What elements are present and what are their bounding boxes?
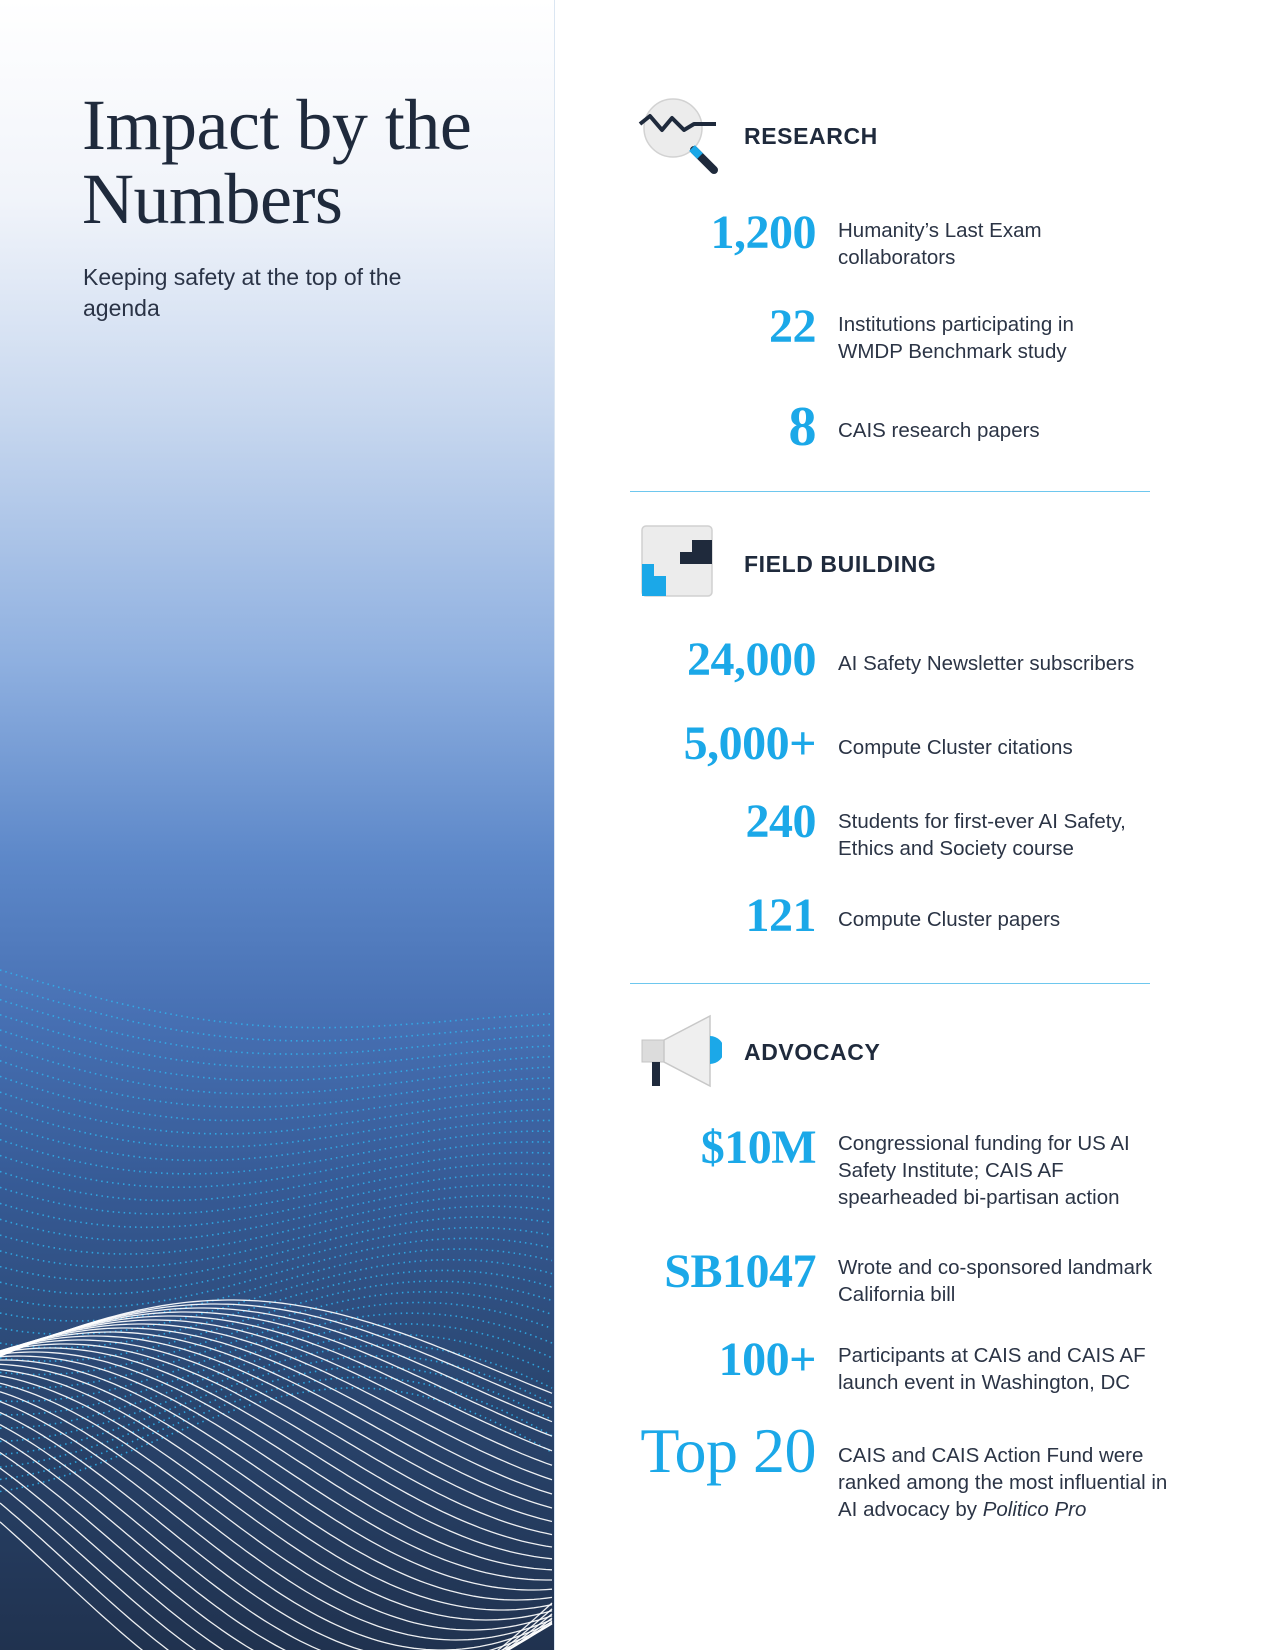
dotted-wave-line — [0, 1120, 552, 1160]
stat-description: Institutions participating in WMDP Benchmark study — [838, 313, 1074, 363]
stat-item — [600, 1332, 1240, 1404]
stat-item — [600, 1414, 1240, 1524]
section-header-advocacy — [638, 1010, 1198, 1094]
stat-item — [600, 794, 1240, 866]
dotted-wave-line — [0, 1131, 552, 1174]
dotted-wave-line — [0, 1076, 552, 1120]
stat-value: 22 — [769, 300, 816, 353]
stat-description: Compute Cluster papers — [838, 908, 1061, 931]
dotted-wave-line — [0, 1206, 552, 1267]
dotted-wave-line — [0, 1030, 552, 1081]
stat-value: SB1047 — [664, 1245, 816, 1298]
dotted-wave-line — [0, 1142, 552, 1187]
magnifier-chart-icon — [638, 94, 722, 178]
white-wave-line — [0, 1370, 552, 1611]
dotted-wave-line — [0, 1108, 552, 1147]
dotted-wave-line — [0, 1000, 552, 1054]
section-title-advocacy: ADVOCACY — [744, 1039, 881, 1065]
stat-value: 5,000+ — [683, 717, 816, 770]
stat-value: 24,000 — [687, 633, 816, 686]
stat-value: Top 20 — [640, 1415, 816, 1486]
dotted-wave-line — [0, 1061, 552, 1107]
stat-description: CAIS research papers — [838, 419, 1040, 442]
white-wave-line — [0, 1425, 552, 1650]
stat-value: 121 — [745, 889, 816, 942]
white-wave-line — [0, 1383, 552, 1630]
dotted-wave-line — [0, 1045, 552, 1094]
page-title: Impact by the Numbers — [82, 85, 472, 239]
section-divider — [630, 983, 1150, 984]
section-header-research — [638, 94, 1198, 178]
stat-description: Congressional funding for US AI Safety Institute; CAIS AF spearheaded bi-partisan action — [838, 1132, 1130, 1209]
white-wave-line — [0, 1356, 552, 1580]
stat-item — [600, 1120, 1240, 1216]
dotted-wave-line — [0, 1153, 552, 1201]
white-wave-line — [0, 1438, 552, 1650]
stat-description: Compute Cluster citations — [838, 736, 1073, 759]
stat-item — [600, 1244, 1240, 1316]
publication-name: Politico Pro — [982, 1498, 1087, 1521]
stat-description — [838, 1442, 1178, 1523]
white-wave-line — [0, 1348, 552, 1559]
stat-value: 240 — [745, 795, 816, 848]
stat-item — [600, 203, 1240, 275]
stat-description: AI Safety Newsletter subscribers — [838, 652, 1135, 675]
dotted-wave-line — [0, 1238, 552, 1307]
left-gradient-panel — [0, 0, 555, 1650]
section-divider — [630, 491, 1150, 492]
dotted-wave-line — [0, 1249, 552, 1321]
white-wave-line — [0, 1328, 552, 1494]
dotted-wave-line — [0, 970, 552, 1028]
dotted-wave-line — [0, 1196, 552, 1255]
white-wave-line — [0, 1522, 552, 1650]
stat-value: 1,200 — [710, 206, 816, 259]
stairs-icon — [638, 522, 722, 606]
stat-description: Participants at CAIS and CAIS AF launch event in Washington, DC — [838, 1344, 1146, 1394]
megaphone-icon — [638, 1010, 722, 1094]
dotted-wave-line — [0, 1228, 552, 1295]
stat-description: Students for first-ever AI Safety, Ethics and Society course — [838, 810, 1126, 860]
stat-item — [600, 393, 1240, 458]
wave-lines-graphic — [0, 960, 555, 1650]
stat-item — [600, 632, 1240, 696]
section-title-field-building: FIELD BUILDING — [744, 551, 937, 577]
stat-value: 100+ — [718, 1333, 816, 1386]
dotted-wave-line — [0, 1092, 552, 1134]
white-wave-line — [0, 1468, 552, 1650]
dotted-wave-line — [0, 1185, 552, 1241]
stat-description: Wrote and co-sponsored landmark California bill — [838, 1256, 1153, 1306]
white-wave-line — [0, 1332, 552, 1508]
stat-description-text: CAIS and CAIS Action Fund were ranked among the most influential in AI advocacy by — [838, 1444, 1168, 1521]
white-wave-line — [0, 1453, 552, 1650]
stat-description: Humanity’s Last Exam collaborators — [838, 219, 1042, 269]
dotted-wave-line — [0, 1015, 552, 1068]
dotted-wave-line — [0, 1163, 552, 1214]
dotted-wave-line — [0, 985, 552, 1041]
white-wave-line — [0, 1402, 552, 1650]
stat-value: $10M — [700, 1121, 816, 1174]
stat-item — [600, 297, 1240, 369]
stat-item — [600, 716, 1240, 780]
stat-item — [600, 888, 1240, 948]
dotted-wave-line — [0, 1174, 552, 1227]
section-header-field-building — [638, 522, 1198, 606]
section-title-research: RESEARCH — [744, 123, 878, 149]
white-wave-line — [0, 1413, 552, 1650]
page-subtitle: Keeping safety at the top of the agenda — [83, 264, 402, 321]
stat-value: 8 — [788, 396, 816, 458]
